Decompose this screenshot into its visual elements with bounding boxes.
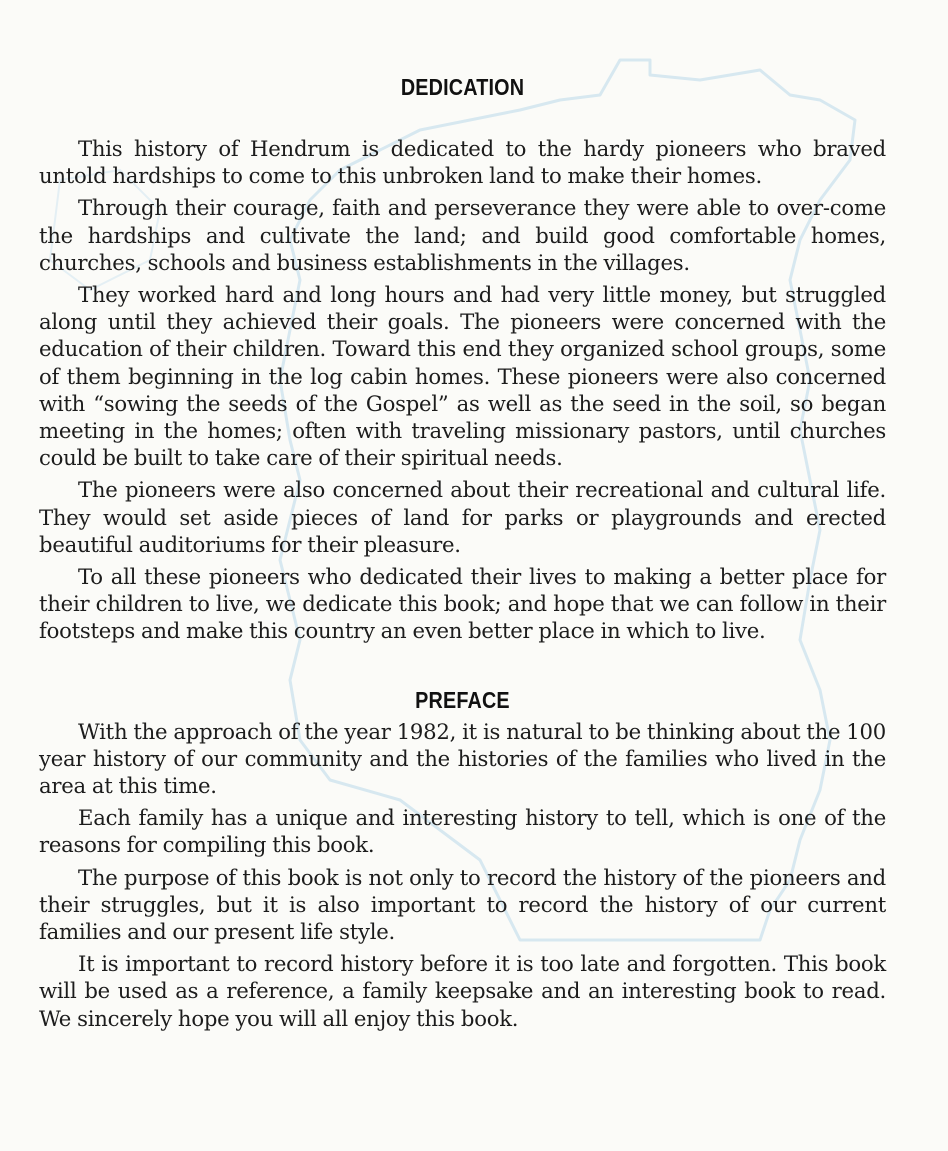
preface-paragraph: It is important to record history before it is too late and forgotten. This book will be used as a reference, a family keepsake and an interesting book to read. We sincerely hope you will all enjoy this book. [39, 951, 886, 1031]
preface-paragraph: With the approach of the year 1982, it is natural to be thinking about the 100 year history of our community and the histories of the families who lived in the area at this time. [39, 718, 886, 799]
preface-heading: PREFACE [415, 686, 510, 713]
dedication-heading: DEDICATION [400, 74, 525, 100]
preface-section [39, 718, 886, 1032]
dedication-paragraph: This history of Hendrum is dedicated to the hardy pioneers who braved untold hardships to come to this unbroken land to make their homes. [39, 136, 886, 189]
text-column [39, 74, 886, 1037]
dedication-paragraph: They worked hard and long hours and had very little money, but struggled along until they achieved their goals. The pioneers were concerned with the education of their children. Toward this end they organized school groups, some of them beginning in the log cabin homes. These pioneers were also concerned with “sowing the seeds of the Gospel” as well as the seed in the soil, so began meeting in the homes; often with traveling missionary pastors, until churches could be built to take care of their spiritual needs. [39, 282, 886, 471]
preface-paragraph: Each family has a unique and interesting history to tell, which is one of the reasons for compiling this book. [39, 805, 886, 858]
dedication-paragraph: To all these pioneers who dedicated their lives to making a better place for their children to live, we dedicate this book; and hope that we can follow in their footsteps and make this country an even better place in which to live. [39, 564, 886, 644]
dedication-section [39, 135, 886, 645]
preface-paragraph: The purpose of this book is not only to record the history of the pioneers and their struggles, but it is also important to record the history of our current families and our present life style. [39, 864, 886, 945]
dedication-paragraph: The pioneers were also concerned about their recreational and cultural life. They would set aside pieces of land for parks or playgrounds and erected beautiful auditoriums for their pleasure. [39, 477, 886, 557]
dedication-paragraph: Through their courage, faith and perseverance they were able to over-come the hardships and cultivate the land; and build good comfortable homes, churches, schools and business establishments in the villages. [39, 195, 886, 275]
